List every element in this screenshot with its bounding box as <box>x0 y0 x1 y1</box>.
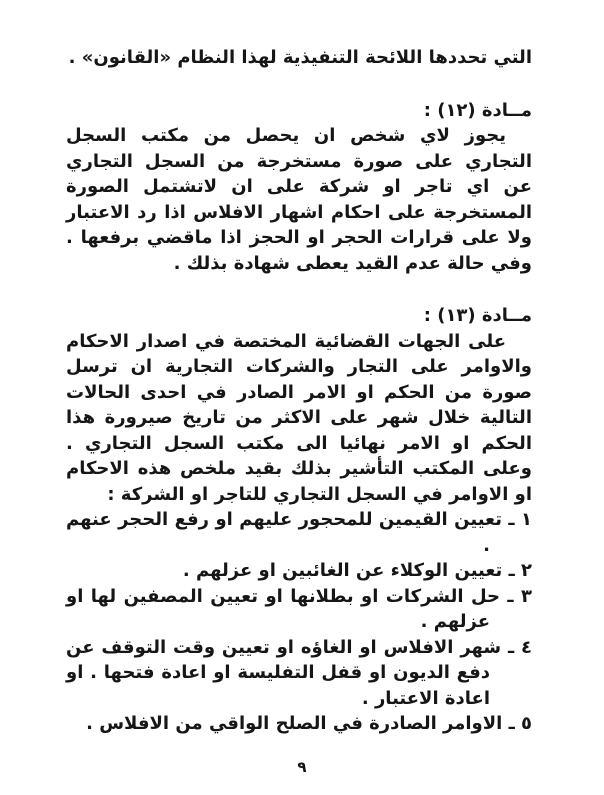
article-13-body: على الجهات القضائية المختصة في اصدار الاحكام والاوامر على التجار والشركات التجارية ان ترسل صورة من الحكم او الامر الصادر في احدى الحالات التالية خلال شهر على الاكثر من تاريخ صيرورة هذا الحكم او الامر نهائيا الى مكتب السجل التجاري . وعلى المكتب التأشير بذلك بقيد ملخص هذه الاحكام او الاوامر في السجل التجاري للتاجر او الشركة : <box>66 330 532 505</box>
paragraph-continuation: التي تحددها اللائحة التنفيذية لهذا النظام «القانون» . <box>68 47 532 68</box>
article-12-body: يجوز لاي شخص ان يحصل من مكتب السجل التجاري على صورة مستخرجة من السجل التجاري عن اي تاجر او شركة على ان لاتشتمل الصورة المستخرجة على احكام اشهار الافلاس اذا رد الاعتبار ولا على قرارات الحجر او الحجز اذا ماقضي برفعها . وفي حالة عدم القيد يعطى شهادة بذلك . <box>66 125 532 274</box>
article-13 <box>66 303 532 737</box>
article-12-heading: مــادة (١٢) : <box>423 99 532 121</box>
list-item-1: ١ ـ تعيين القيمين للمحجور عليهم او رفع الحجر عنهم . <box>66 509 532 556</box>
article-13-list <box>66 507 532 737</box>
list-item-5: ٥ ـ الاوامر الصادرة في الصلح الواقي من الافلاس . <box>86 713 532 734</box>
page-number: ٩ <box>297 758 307 776</box>
article-13-heading: مــادة (١٣) : <box>423 305 532 326</box>
list-item-3: ٣ ـ حل الشركات او بطلانها او تعيين المصفين لها او عزلهم . <box>66 585 532 632</box>
article-12 <box>66 98 532 277</box>
list-item-2: ٢ ـ تعيين الوكلاء عن الغائبين او عزلهم . <box>182 560 532 581</box>
list-item-4: ٤ ـ شهر الافلاس او الغاؤه او تعيين وقت التوقف عن دفع الديون او قفل التفليسة او اعادة فتحها . او اعادة الاعتبار . <box>66 636 532 709</box>
